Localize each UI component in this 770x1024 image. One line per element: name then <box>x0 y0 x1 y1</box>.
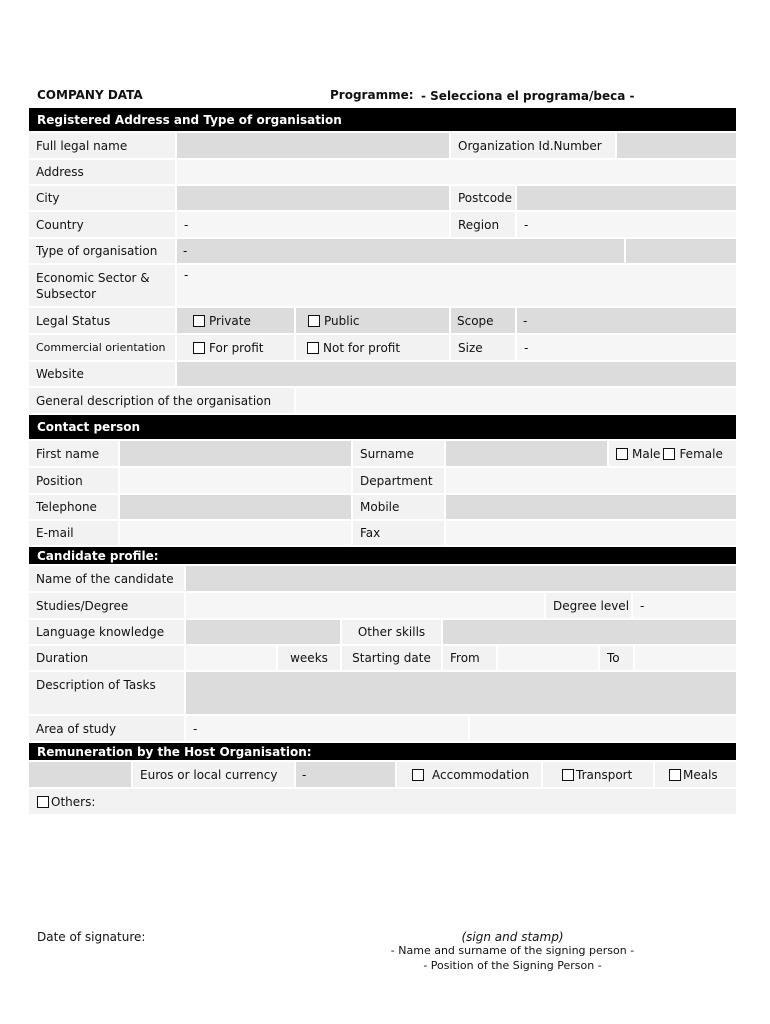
commercial-orientation-label: Commercial orientation <box>29 335 175 360</box>
transport-checkbox[interactable] <box>562 769 574 781</box>
area-of-study-select[interactable]: - <box>186 716 468 741</box>
surname-field[interactable] <box>446 441 607 466</box>
department-field[interactable] <box>446 468 736 493</box>
accommodation-option[interactable] <box>397 762 541 787</box>
for-profit-option[interactable] <box>177 335 294 360</box>
signing-person-position-label: - Position of the Signing Person - <box>423 959 602 972</box>
mobile-label: Mobile <box>353 495 444 519</box>
section-remuneration-header: Remuneration by the Host Organisation: <box>29 743 736 760</box>
transport-label: Transport <box>576 767 633 782</box>
programme-select[interactable]: - Selecciona el programa/beca - <box>421 89 635 103</box>
department-label: Department <box>353 468 444 493</box>
female-label: Female <box>679 446 723 461</box>
first-name-label: First name <box>29 441 118 466</box>
region-label: Region <box>451 212 515 237</box>
degree-level-select[interactable]: - <box>633 593 736 618</box>
org-id-label: Organization Id.Number <box>451 133 615 158</box>
sign-and-stamp-label: (sign and stamp) <box>461 930 564 944</box>
surname-label: Surname <box>353 441 444 466</box>
weeks-label: weeks <box>278 646 340 670</box>
others-checkbox[interactable] <box>37 796 49 808</box>
studies-label: Studies/Degree <box>29 593 184 618</box>
currency-select[interactable]: - <box>296 762 395 787</box>
male-checkbox[interactable] <box>616 448 628 460</box>
telephone-label: Telephone <box>29 495 118 519</box>
starting-date-label: Starting date <box>342 646 441 670</box>
position-label: Position <box>29 468 118 493</box>
type-of-org-extra-field[interactable] <box>626 239 736 263</box>
type-of-org-select[interactable]: - <box>177 239 624 263</box>
others-option[interactable] <box>29 789 736 814</box>
position-field[interactable] <box>120 468 351 493</box>
postcode-field[interactable] <box>517 186 736 210</box>
not-for-profit-option[interactable] <box>296 335 449 360</box>
fax-label: Fax <box>353 521 444 545</box>
address-label: Address <box>29 160 175 184</box>
to-label: To <box>600 646 633 670</box>
others-label: Others: <box>51 794 96 809</box>
signing-person-name-label: - Name and surname of the signing person - <box>390 944 635 957</box>
public-checkbox[interactable] <box>308 315 320 327</box>
website-label: Website <box>29 362 175 386</box>
full-legal-name-label: Full legal name <box>29 133 175 158</box>
date-of-signature-label: Date of signature: <box>37 930 146 944</box>
first-name-field[interactable] <box>120 441 351 466</box>
private-label: Private <box>209 313 251 328</box>
private-option[interactable] <box>177 308 294 333</box>
general-description-label: General description of the organisation <box>29 388 294 413</box>
from-label: From <box>443 646 496 670</box>
from-date-field[interactable] <box>498 646 598 670</box>
private-checkbox[interactable] <box>193 315 205 327</box>
city-label: City <box>29 186 175 210</box>
website-field[interactable] <box>177 362 736 386</box>
page-title: COMPANY DATA <box>37 88 143 102</box>
language-label: Language knowledge <box>29 620 184 644</box>
section-registered-header: Registered Address and Type of organisation <box>29 108 736 131</box>
section-candidate-header: Candidate profile: <box>29 547 736 564</box>
meals-label: Meals <box>683 767 718 782</box>
mobile-field[interactable] <box>446 495 736 519</box>
currency-label: Euros or local currency <box>133 762 294 787</box>
region-select[interactable]: - <box>517 212 736 237</box>
telephone-field[interactable] <box>120 495 351 519</box>
scope-label: Scope <box>451 308 515 333</box>
section-contact-header: Contact person <box>29 415 736 439</box>
language-field[interactable] <box>186 620 340 644</box>
scope-select[interactable]: - <box>517 308 736 333</box>
not-for-profit-checkbox[interactable] <box>307 342 319 354</box>
email-label: E-mail <box>29 521 118 545</box>
for-profit-label: For profit <box>209 340 264 355</box>
full-legal-name-field[interactable] <box>177 133 449 158</box>
size-select[interactable]: - <box>517 335 736 360</box>
degree-level-label: Degree level <box>546 593 631 618</box>
economic-sector-select[interactable]: - <box>177 265 736 306</box>
candidate-name-field[interactable] <box>186 566 736 591</box>
other-skills-label: Other skills <box>342 620 441 644</box>
not-for-profit-label: Not for profit <box>323 340 401 355</box>
postcode-label: Postcode <box>451 186 515 210</box>
gender-options <box>609 441 736 466</box>
country-label: Country <box>29 212 175 237</box>
area-of-study-label: Area of study <box>29 716 184 741</box>
area-of-study-extra[interactable] <box>470 716 736 741</box>
city-field[interactable] <box>177 186 449 210</box>
female-checkbox[interactable] <box>663 448 675 460</box>
org-id-field[interactable] <box>617 133 736 158</box>
meals-option[interactable] <box>655 762 736 787</box>
programme-label: Programme: <box>330 88 414 102</box>
general-description-field[interactable] <box>296 388 736 413</box>
economic-sector-label: Economic Sector & Subsector <box>29 265 175 306</box>
size-label: Size <box>451 335 515 360</box>
address-field[interactable] <box>177 160 736 184</box>
public-option[interactable] <box>296 308 449 333</box>
transport-option[interactable] <box>543 762 653 787</box>
country-select[interactable]: - <box>177 212 449 237</box>
to-date-field[interactable] <box>635 646 736 670</box>
accommodation-checkbox[interactable] <box>412 769 424 781</box>
fax-field[interactable] <box>446 521 736 545</box>
email-field[interactable] <box>120 521 351 545</box>
duration-field[interactable] <box>186 646 276 670</box>
studies-field[interactable] <box>186 593 544 618</box>
for-profit-checkbox[interactable] <box>193 342 205 354</box>
type-of-org-label: Type of organisation <box>29 239 175 263</box>
public-label: Public <box>324 313 360 328</box>
legal-status-label: Legal Status <box>29 308 175 333</box>
tasks-label: Description of Tasks <box>29 672 184 714</box>
duration-label: Duration <box>29 646 184 670</box>
other-skills-field[interactable] <box>443 620 736 644</box>
tasks-field[interactable] <box>186 672 736 714</box>
meals-checkbox[interactable] <box>669 769 681 781</box>
male-label: Male <box>632 446 661 461</box>
accommodation-label: Accommodation <box>432 767 530 782</box>
remuneration-amount-field[interactable] <box>29 762 131 787</box>
candidate-name-label: Name of the candidate <box>29 566 184 591</box>
